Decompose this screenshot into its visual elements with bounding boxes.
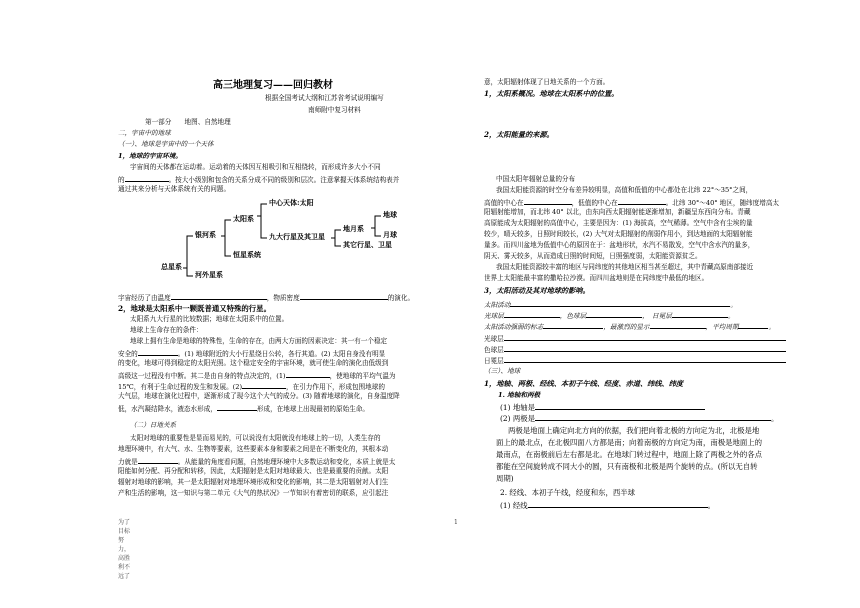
axis-line: (1) 地轴是 bbox=[500, 402, 705, 413]
diagram-earth: 地球 bbox=[383, 210, 397, 219]
subtitle-2: 南师附中复习材料 bbox=[308, 106, 361, 114]
corona-line: 日冕层 bbox=[484, 355, 786, 367]
diagram-outer: 河外星系 bbox=[195, 270, 223, 279]
solar-layers-line: 光球层 ，色球层 ， 日冕层 。 bbox=[484, 312, 735, 320]
question-1: 1，地球的宇宙环境。 bbox=[118, 152, 182, 160]
photosphere-line: 光球层 bbox=[484, 333, 786, 345]
question-2: 2，地球是太阳系中一颗既普通又特殊的行星。 bbox=[118, 304, 271, 313]
paragraph-line: 宇宙经历了由温度 ，物质密度 的演化。 bbox=[118, 294, 415, 302]
paragraph-line: 高原能成为太阳辐射的高值中心，主要是因为：(1) 海拔高，空气稀薄。空气中含有尘埃的量 bbox=[484, 219, 753, 227]
paragraph-line: 地球上拥有生命是地球的特殊性，生命的存在，由两大方面的因素决定：其一有一个稳定 bbox=[130, 337, 388, 345]
paragraph-line: 安全的 。(1) 地球附近的大小行星绕日公转，各行其道。(2) 太阳自身没有明显 bbox=[118, 350, 386, 358]
paragraph-line: 大气层，地球在演化过程中，逐渐形成了现今这个大气的成分。(3) 随着地球的演化，自身温度降 bbox=[118, 392, 400, 400]
question-r1: 1，太阳系概况。地球在太阳系中的位置。 bbox=[484, 89, 619, 98]
paragraph-line: 低，水汽凝结降水，液态水形成， 形成，在地球上出现最初的原始生命。 bbox=[118, 405, 369, 413]
paragraph-line: 量多。而四川盆地为低值中心的原因在于：盆地形状，水汽不易散发，空气中含水汽的量多， bbox=[484, 241, 755, 249]
part-heading: 第一部分 地图、自然地理 bbox=[145, 118, 231, 126]
paragraph-line: 我国太阳能资源的时空分布差异较明显，高值和低值的中心都处在北纬 22°～35°之间， bbox=[496, 186, 753, 194]
celestial-system-diagram bbox=[155, 196, 455, 290]
paragraph-line: 15℃，有利于生命过程的发生和发展。(2) ，在引力作用下，形成包围地球的 bbox=[118, 383, 385, 391]
item-axis-poles: 1. 地轴和两极 bbox=[498, 391, 541, 399]
paragraph-line: 地球上生命存在的条件： bbox=[130, 326, 203, 334]
diagram-total: 总星系 bbox=[161, 262, 182, 271]
diagram-moon: 月球 bbox=[383, 230, 397, 239]
subsection-heading: （一）、地球是宇宙中的一个天体 bbox=[118, 140, 214, 148]
diagram-stars: 恒星系统 bbox=[233, 250, 261, 259]
paragraph-line: 的变化，地球可得到稳定的太阳光照。这个稳定安全的宇宙环境，就可使生命的演化由低级到 bbox=[118, 359, 389, 367]
paragraph-line: 较少，晴天较多，日照时间较长，(2) 大气对太阳辐射的削弱作用小，到达地面的太阳辐射能 bbox=[484, 230, 753, 238]
diagram-center: 中心天体:太阳 bbox=[269, 198, 314, 207]
paragraph-line: 阴天、雾天较多，从而造成日照的时间短，日照强度弱，太阳能资源贫乏。 bbox=[484, 252, 702, 260]
diagram-solar: 太阳系 bbox=[233, 214, 254, 223]
paragraph-line: 太阳对地球的重要性是显而易见的，可以说没有太阳就没有地球上的一切，人类生存的 bbox=[130, 434, 381, 442]
paragraph-line: 高级这一过程没有中断。其二是由自身的特点决定的，(1) ，使地球的平均气温为 bbox=[118, 372, 396, 380]
section-heading: 二，宇宙中的地球 bbox=[118, 129, 171, 137]
paragraph-line: 力就是 。从能量的角度看问题，自然地理环境中大多数运动和变化，本质上就是太 bbox=[118, 458, 396, 466]
paragraph-line: 我国太阳能资源较丰富的地区与同纬度的其他地区相当甚至超过，其中青藏高原南部接近 bbox=[496, 263, 754, 271]
meridian-line: (1) 经线 。 bbox=[500, 501, 716, 510]
subsection-heading-2: （二）日地关系 bbox=[130, 421, 177, 429]
paragraph-line: 通过其来分析与天体系统有关的问题。 bbox=[118, 185, 231, 193]
paragraph-line: 地理环境中，有大气、水、生物等要素，这些要素本身和要素之间是在不断变化的，其根本动 bbox=[118, 445, 389, 453]
solar-activity-sign-line: 太阳活动强弱的标志 ，最激烈的显示 ，平均周期 。 bbox=[484, 323, 776, 331]
paragraph-line: 的 。按大小级别和包含的关系分成不同的级别和层次。注意掌握天体系统结构表并 bbox=[118, 176, 400, 184]
page-title: 高三地理复习——回归教材 bbox=[213, 80, 333, 91]
paragraph-line: 两极是地面上确定向北方向的依据，我们把向着北极的方向定为北，北极是地 bbox=[508, 426, 760, 435]
paragraph-line: 意，太阳辐射体现了日地关系的一个方面。 bbox=[484, 78, 610, 86]
paragraph-line: 产和生活的影响，这一知识与第二单元《大气的热状况》一节知识有着密切的联系，应引起注 bbox=[118, 489, 389, 497]
page-number: 1 bbox=[454, 519, 458, 526]
paragraph-line: 阳能如何分配、再分配和转移，因此，太阳辐射是太阳对地球最大、也是最重要的贡献。太阳 bbox=[118, 467, 389, 475]
paragraph-line: 太阳系九大行星的比较数据；地球在太阳系中的位置。 bbox=[130, 315, 289, 323]
paragraph-line: 都能在空间旋转成不同大小的圆，只有南极和北极是两个旋转的点。(所以无自转 bbox=[496, 462, 758, 471]
diagram-galaxy: 银河系 bbox=[195, 230, 216, 239]
diagram-planets: 九大行星及其卫星 bbox=[269, 232, 325, 241]
subtitle-1: 根据全国考试大纲和江苏省考试说明编写 bbox=[265, 94, 384, 102]
figure-caption: 中国太阳年辐射总量的分布 bbox=[496, 175, 576, 183]
poles-line: (2) 两极是 。 bbox=[500, 414, 779, 423]
diagram-others: 其它行星、卫星 bbox=[343, 240, 392, 249]
paragraph-line: 辐射对地球的影响，其一是太阳辐射对地理环境形成和变化的影响，其二是太阳辐射对人们生 bbox=[118, 478, 389, 486]
question-r3: 3，太阳活动及其对地球的影响。 bbox=[484, 286, 590, 295]
paragraph-line: 周期) bbox=[496, 474, 514, 483]
subsection-earth: （三）、地球 bbox=[484, 367, 521, 375]
solar-activity-line: 太阳活动 。 bbox=[484, 301, 737, 309]
paragraph-line: 最南点，在南极前后左右都是北。在地球门转过程中，地面上除了两极之外的各点 bbox=[496, 450, 763, 459]
question-r4: 1，地轴、两极、经线、本初子午线、经度、赤道、纬线、纬度 bbox=[484, 379, 684, 388]
question-r2: 2，太阳能量的来源。 bbox=[484, 130, 554, 139]
paragraph-line: 面上的最北点，在北极四面八方都是南；向着南极的方向定为南，南极是地面上的 bbox=[496, 438, 763, 447]
paragraph-line: 高值的中心在 ，低值的中心在 。北纬 30°～40° 地区，随纬度增高太 bbox=[484, 199, 780, 207]
item-meridians: 2. 经线、本初子午线，经度和东，西半球 bbox=[500, 488, 636, 497]
paragraph-line: 世界上太阳能最丰富的撒哈拉沙漠。而四川盆地则是在同纬度中最低的地区。 bbox=[484, 274, 709, 282]
chromosphere-line: 色球层 bbox=[484, 344, 786, 356]
diagram-earthmoon: 地月系 bbox=[343, 224, 364, 233]
paragraph-line: 宇宙间的天体都在运动着。运动着的天体因互相吸引和互相绕转，而形成许多大小不同 bbox=[130, 163, 381, 171]
paragraph-line: 阳辐射能增加，而北纬 40° 以北，由东向西太阳辐射能逐渐增加，新疆呈东西向分布。青藏 bbox=[484, 208, 751, 216]
page-footer: 为了目标努力，高胜利不远了 bbox=[118, 519, 131, 580]
